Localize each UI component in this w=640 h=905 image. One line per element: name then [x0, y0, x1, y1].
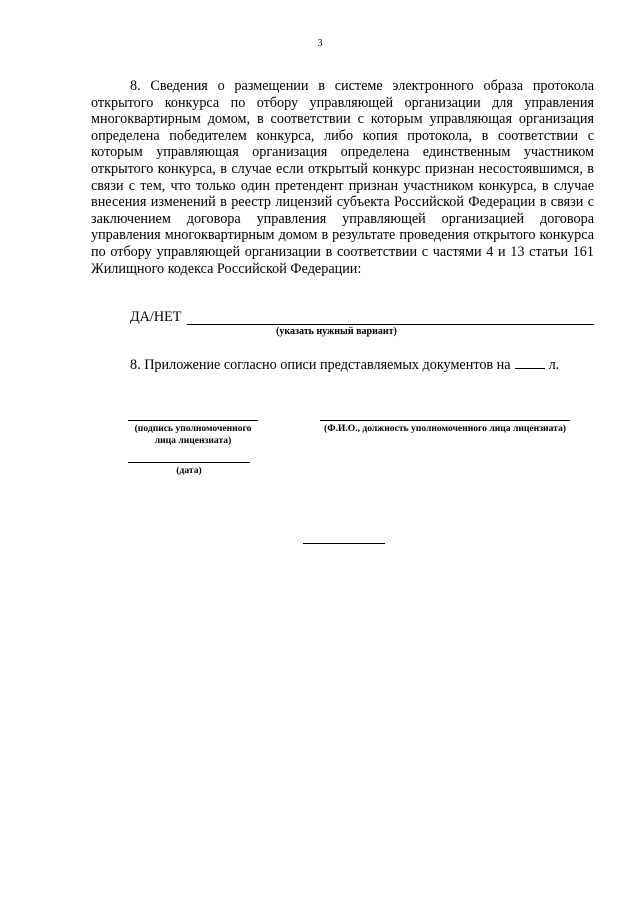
name-position-line[interactable]: [320, 420, 570, 421]
end-rule: [303, 543, 385, 544]
date-line[interactable]: [128, 462, 250, 463]
attachment-unit: л.: [548, 357, 560, 373]
signature-caption-line1: (подпись уполномоченного: [134, 423, 252, 434]
section-8-info-paragraph: 8. Сведения о размещении в системе электронного образа протокола открытого конкурса по отбору управляющей организации для управления многоквартирным домом, в соответствии с которым управляющая организация определена победителем конкурса, либо копия протокола, в соответствии с которым управляющая организация определена единственным участником открытого конкурса, в случае если открытый конкурс признан несостоявшимся, в связи с тем, что только один претендент признан участником конкурса, в случае внесения изменений в реестр лицензий субъекта Российской Федерации в связи с заключением договора управления управляющей организацией договора управления многоквартирным домом в результате проведения открытого конкурса по отбору управляющей организации в соответствии с частями 4 и 13 статьи 161 Жилищного кодекса Российской Федерации:: [91, 78, 594, 277]
signature-line[interactable]: [128, 420, 258, 421]
attachment-text: 8. Приложение согласно описи представляемых документов на: [130, 357, 511, 373]
yes-no-label: ДА/НЕТ: [130, 309, 182, 325]
attachment-line: [130, 356, 559, 374]
name-position-caption: (Ф.И.О., должность уполномоченного лица лицензиата): [324, 423, 566, 434]
yes-no-row: [130, 309, 594, 327]
page-count-blank[interactable]: [515, 356, 545, 369]
signature-caption: [118, 423, 268, 447]
page-number: 3: [317, 38, 323, 49]
date-caption: (дата): [176, 465, 202, 476]
yes-no-fill-line[interactable]: [187, 324, 594, 325]
signature-caption-line2: лица лицензиата): [154, 435, 232, 446]
yes-no-hint: (указать нужный вариант): [276, 326, 397, 337]
